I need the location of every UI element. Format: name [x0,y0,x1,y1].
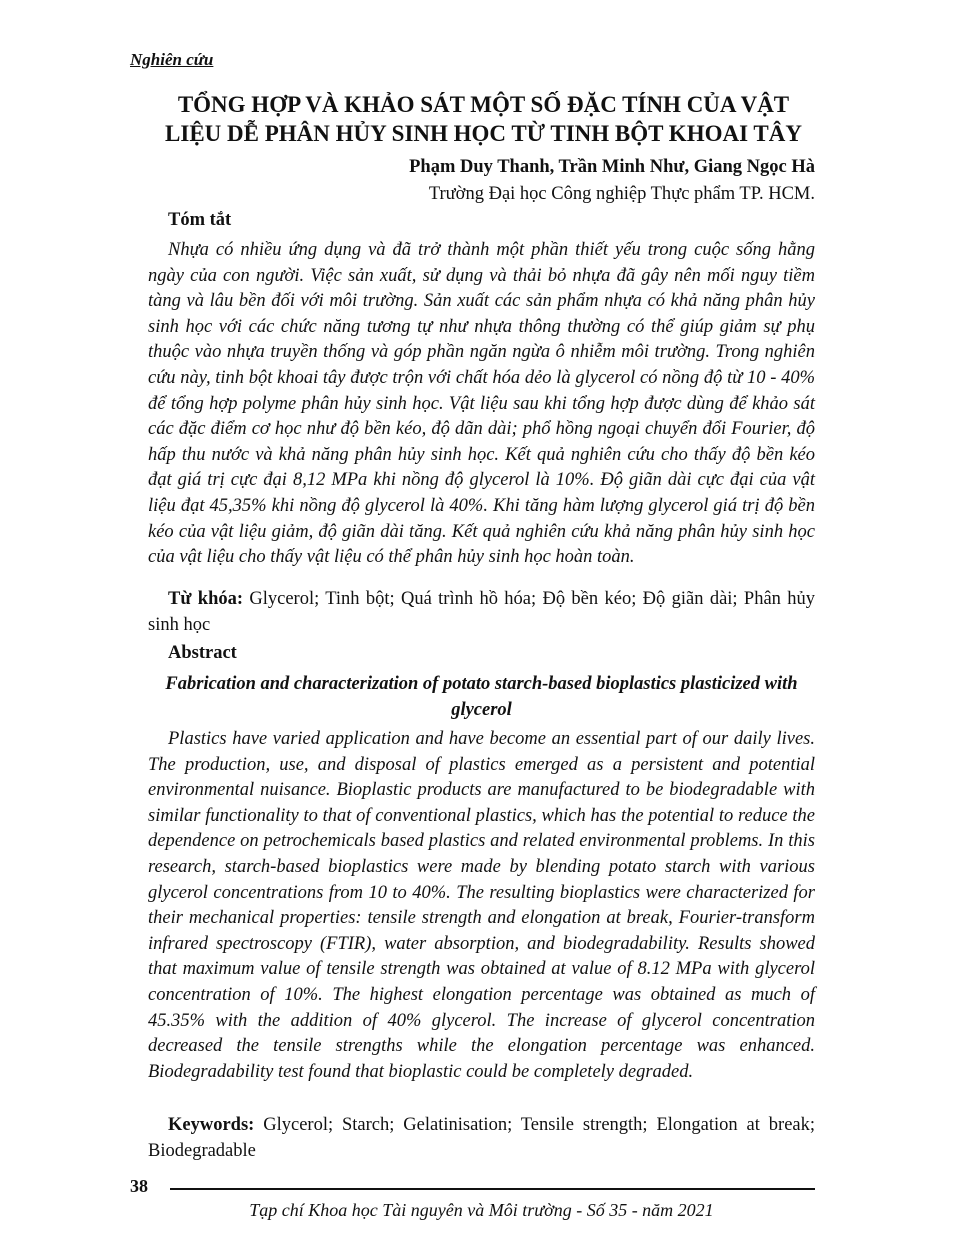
vn-abstract-body: Nhựa có nhiều ứng dụng và đã trở thành một phần thiết yếu trong cuộc sống hằng ngày của con người. Việc sản xuất, sử dụng và thải bỏ nhựa đã gây nên mối nguy tiềm tàng và lâu bền đối với môi trường. Sản xuất các sản phẩm nhựa có khả năng phân hủy sinh học với các chức năng tương tự như nhựa thông thường có thể giúp giảm sự phụ thuộc vào nhựa truyền thống và góp phần ngăn ngừa ô nhiễm môi trường. Trong nghiên cứu này, tinh bột khoai tây được trộn với chất hóa dẻo là glycerol có nồng độ từ 10 - 40% để tổng hợp polyme phân hủy sinh học. Vật liệu sau khi tổng hợp được dùng để khảo sát các đặc điểm cơ học như độ bền kéo, độ dãn dài; phổ hồng ngoại chuyển đổi Fourier, độ hấp thu nước và khả năng phân hủy sinh học. Kết quả nghiên cứu cho thấy độ bền kéo đạt giá trị cực đại 8,12 MPa khi nồng độ glycerol là 10%. Độ giãn dài cực đại của vật liệu đạt 45,35% khi nồng độ glycerol là 40%. Khi tăng hàm lượng glycerol giá trị độ bền kéo của vật liệu giảm, độ giãn dài tăng. Kết quả nghiên cứu khả năng phân hủy sinh học của vật liệu cho thấy vật liệu có thể phân hủy sinh học hoàn toàn. [148,240,815,568]
en-keywords [148,1113,815,1164]
title-line-1: TỔNG HỢP VÀ KHẢO SÁT MỘT SỐ ĐẶC TÍNH CỦA VẬT [177,92,790,117]
en-keywords-label: Keywords: [168,1115,255,1135]
en-abstract-body: Plastics have varied application and have become an essential part of our daily lives. The production, use, and disposal of plastics emerged as a persistent and potential environmental nuisance. Bioplastic products are manufactured to be biodegradable with similar functionality to that of conventional plastics, which has the potential to reduce the dependence on petrochemicals based plastics and related environmental problems. In this research, starch-based bioplastics were made by blending potato starch with various glycerol concentrations from 10 to 40%. The resulting bioplastics were characterized for their mechanical properties: tensile strength and elongation at break, Fourier-transform infrared spectroscopy (FTIR), water absorption, and biodegradability. Results showed that maximum value of tensile strength was obtained at value of 8.12 MPa with glycerol concentration of 10%. The highest elongation percentage was obtained as much of 45.35% with the addition of 40% glycerol. The increase of glycerol concentration decreased the tensile strengths while the elongation percentage was enhanced. Biodegradability test found that bioplastic could be completely degraded. [148,729,815,1082]
vn-keywords-label: Từ khóa: [168,589,244,609]
vn-keywords-text: Glycerol; Tinh bột; Quá trình hồ hóa; Độ bền kéo; Độ giãn dài; Phân hủy sinh học [148,589,815,635]
vn-keywords [148,587,815,638]
en-abstract-heading: Abstract [168,643,237,663]
en-keywords-text: Glycerol; Starch; Gelatinisation; Tensile strength; Elongation at break; Biodegradable [148,1115,816,1161]
title-line-2: LIỆU DỄ PHÂN HỦY SINH HỌC TỪ TINH BỘT KHOAI TÂY [165,121,802,146]
page-number: 38 [130,1176,148,1196]
authors: Phạm Duy Thanh, Trần Minh Như, Giang Ngọc Hà [409,157,815,177]
footer-rule [170,1188,815,1190]
article-title [120,90,847,148]
affiliation: Trường Đại học Công nghiệp Thực phẩm TP. HCM. [428,184,815,204]
section-label: Nghiên cứu [130,50,214,69]
vn-abstract-heading: Tóm tắt [168,210,232,230]
en-title: Fabrication and characterization of potato starch-based bioplastics plasticized with glycerol [165,674,798,720]
journal-name: Tạp chí Khoa học Tài nguyên và Môi trường - Số 35 - năm 2021 [249,1200,714,1220]
